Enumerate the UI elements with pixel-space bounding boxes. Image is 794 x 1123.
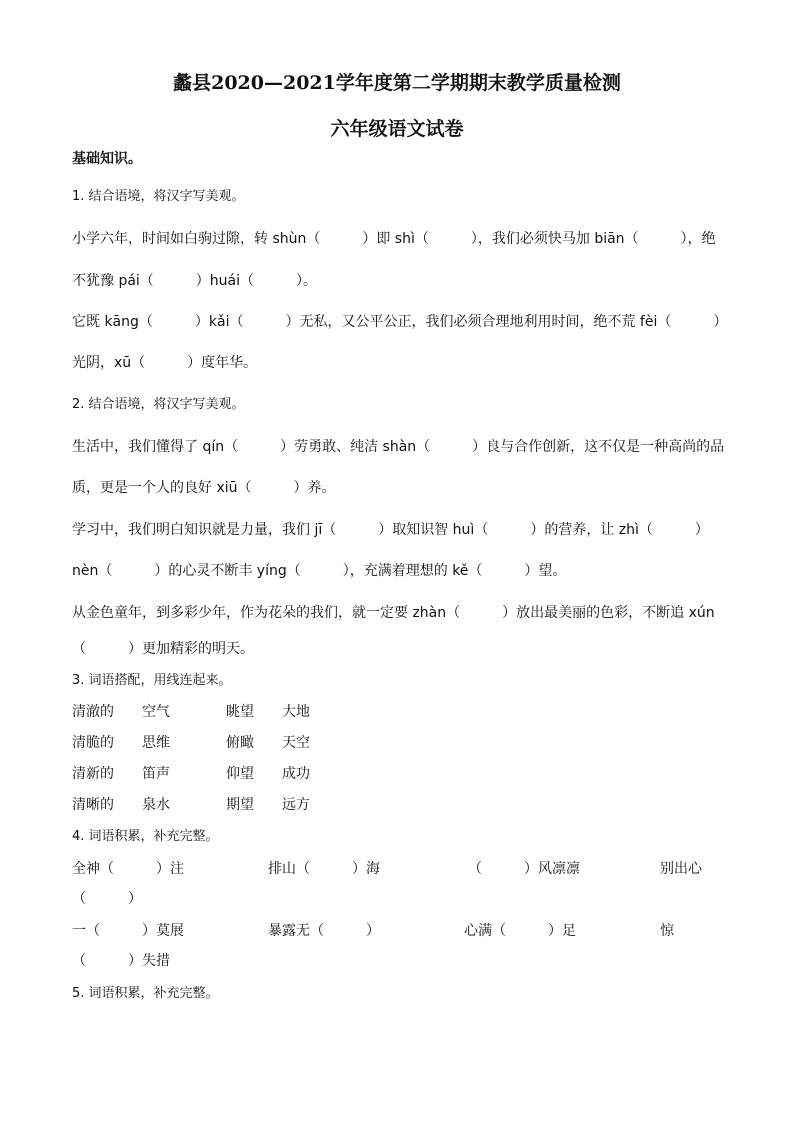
match-word: 俯瞰 bbox=[226, 735, 254, 751]
idiom-blank: 别出心 bbox=[660, 861, 702, 877]
question-1-line: 光阴，xū（ ）度年华。 bbox=[72, 355, 258, 371]
match-word: 空气 bbox=[142, 704, 170, 720]
idiom-blank: 暴露无（ ） bbox=[268, 923, 380, 939]
idiom-blank: 全神（ ）注 bbox=[72, 861, 184, 877]
idiom-blank: （ ） bbox=[72, 891, 142, 907]
match-word: 远方 bbox=[282, 797, 310, 813]
idiom-blank: 一（ ）莫展 bbox=[72, 923, 184, 939]
idiom-blank: 心满（ ）足 bbox=[464, 923, 576, 939]
match-word: 仰望 bbox=[226, 766, 254, 782]
match-word: 泉水 bbox=[142, 797, 170, 813]
idiom-blank: 惊 bbox=[660, 923, 674, 939]
question-2-line: （ ）更加精彩的明天。 bbox=[72, 641, 254, 657]
match-word: 清晰的 bbox=[72, 797, 114, 813]
match-word: 清脆的 bbox=[72, 735, 114, 751]
question-2-line: 生活中，我们懂得了 qín（ ）劳勇敢、纯洁 shàn（ ）良与合作创新，这不仅是一种高尚的品 bbox=[72, 439, 725, 455]
question-1-line: 小学六年，时间如白驹过隙，转 shùn（ ）即 shì（ ），我们必须快马加 biān（ ），绝 bbox=[72, 231, 716, 247]
match-word: 清新的 bbox=[72, 766, 114, 782]
match-word: 天空 bbox=[282, 735, 310, 751]
question-5-heading: 5. 词语积累，补充完整。 bbox=[72, 986, 219, 1001]
question-1-line: 不犹豫 pái（ ）huái（ ）。 bbox=[72, 273, 318, 289]
idiom-blank: 排山（ ）海 bbox=[268, 861, 380, 877]
idiom-blank: （ ）风凛凛 bbox=[468, 861, 580, 877]
question-2-heading: 2. 结合语境，将汉字写美观。 bbox=[72, 397, 245, 412]
idiom-blank: （ ）失措 bbox=[72, 953, 170, 969]
match-word: 清澈的 bbox=[72, 704, 114, 720]
match-word: 期望 bbox=[226, 797, 254, 813]
question-1-heading: 1. 结合语境，将汉字写美观。 bbox=[72, 189, 245, 204]
question-2-line: nèn（ ）的心灵不断丰 yíng（ ），充满着理想的 kě（ ）望。 bbox=[72, 563, 567, 579]
question-3-heading: 3. 词语搭配，用线连起来。 bbox=[72, 673, 232, 688]
match-word: 大地 bbox=[282, 704, 310, 720]
question-1-line: 它既 kāng（ ）kǎi（ ）无私，又公平公正，我们必须合理地利用时间，绝不荒 fèi（ ） bbox=[72, 314, 728, 330]
question-2-line: 从金色童年，到多彩少年，作为花朵的我们，就一定要 zhàn（ ）放出最美丽的色彩，不断追 xún bbox=[72, 605, 715, 621]
section-heading: 基础知识。 bbox=[72, 151, 142, 167]
match-word: 笛声 bbox=[142, 766, 170, 782]
exam-subtitle: 六年级语文试卷 bbox=[330, 118, 464, 140]
match-word: 思维 bbox=[142, 735, 170, 751]
question-2-line: 质，更是一个人的良好 xiū（ ）养。 bbox=[72, 480, 336, 496]
match-word: 眺望 bbox=[226, 704, 254, 720]
question-4-heading: 4. 词语积累，补充完整。 bbox=[72, 829, 219, 844]
exam-title: 蠡县2020—2021学年度第二学期期末教学质量检测 bbox=[173, 72, 621, 94]
match-word: 成功 bbox=[282, 766, 310, 782]
question-2-line: 学习中，我们明白知识就是力量，我们 jī（ ）取知识智 huì（ ）的营养，让 zhì（ ） bbox=[72, 522, 709, 538]
